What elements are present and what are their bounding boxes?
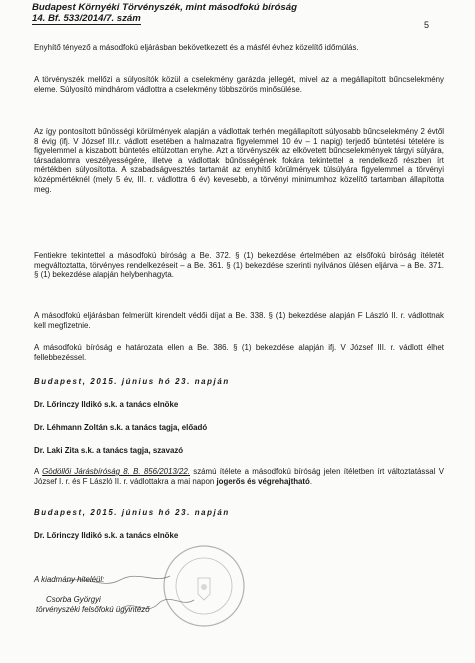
date-rest: , 2015. június hó 23. napján <box>82 377 230 386</box>
date-line <box>34 377 444 387</box>
final-bold: jogerős és végrehajtható <box>216 476 310 486</box>
certifier-role: törvényszéki felsőfokú ügyintéző <box>36 605 150 614</box>
paragraph-defense-fee: A másodfokú eljárásban felmerült kirendelt védői díjat a Be. 338. § (1) bekezdése alapján F László II. r. vádlottnak kell megfizetnie. <box>34 311 444 330</box>
court-name: Budapest Környéki Törvényszék, mint másodfokú bíróság <box>32 2 297 13</box>
certification-block <box>34 575 150 616</box>
final-mid: számú ítélete a másodfokú bíróság jelen ítéletben írt változtatással V József I. r. és F László II. r. vádlottakra a mai napon <box>34 467 444 486</box>
paragraph-final-judgment <box>34 467 444 486</box>
paragraph-sentence: Az így pontosított bűnösségi körülmények alapján a vádlottak terhén megállapított súlyosabb bűncselekmény 2 évtől 8 évig (ifj. V József III.r. vádlott esetében a halmazatra figyelemmel 10 év – 1 napig) terjedő büntetési tételére is figyelemmel a kiszabott büntetés eltúlzottan enyhe. Azt a törvényszék az elkövetett bűncselekmények tárgyi súlyára, társadalomra veszélyességére, illetve a vádlottak bűnösségének fokára tekintettel a rendelkező részben írt mértékben súlyosította. A szabadságvesztés tartamát az enyhítő körülmények túlsúlyára figyelemmel a törvényi középmértéknél (mely 5 év, III. r. vádlottra 6 év) kevesebb, a törvényi minimumhoz közelítő tartamban állapította meg. <box>34 127 444 194</box>
date-rest-2: , 2015. június hó 23. napján <box>82 508 230 517</box>
paragraph-aggravating: A törvényszék mellőzi a súlyosítók közül a cselekmény garázda jellegét, mivel az a megállapított bűncselekmény eleme. Súlyosító mindhárom vádlottra a cselekmény többszörös minősülése. <box>34 75 444 94</box>
paragraph-mitigating: Enyhítő tényező a másodfokú eljárásban bekövetkezett és a másfél évhez közelítő időmúlás. <box>34 43 359 52</box>
signature-presiding-judge-2: Dr. Lőrinczy Ildikó s.k. a tanács elnöke <box>34 531 179 540</box>
document-header <box>32 2 297 25</box>
paragraph-appeal: A másodfokú bíróság e határozata ellen a Be. 386. § (1) bekezdése alapján ifj. V József III. r. vádlott élhet fellebbezéssel. <box>34 343 444 362</box>
signature-voting-member: Dr. Laki Zita s.k. a tanács tagja, szavazó <box>34 446 184 455</box>
signature-presiding-judge: Dr. Lőrinczy Ildikó s.k. a tanács elnöke <box>34 400 179 409</box>
lower-court-reference: Gödöllői Járásbíróság 8. B. 856/2013/22. <box>42 467 190 476</box>
page-number: 5 <box>424 20 430 30</box>
date-line-2 <box>34 508 444 518</box>
final-end: . <box>309 476 313 486</box>
paragraph-ruling: Fentiekre tekintettel a másodfokú bíróság a Be. 372. § (1) bekezdése értelmében az elsőfokú bíróság ítéletét megváltoztatta, törvényes rendelkezéseit – a Be. 361. § (1) bekezdése szerinti nyilvános ülésen eljárva – a Be. 371. § (1) bekezdése alapján helybenhagyta. <box>34 251 444 280</box>
certification-title: A kiadmány hiteléül: <box>34 575 105 584</box>
date-city: Budapest <box>34 377 83 386</box>
final-pre: A <box>34 467 43 476</box>
certifier-name: Csorba Györgyi <box>46 594 101 604</box>
signature-rapporteur: Dr. Léhmann Zoltán s.k. a tanács tagja, előadó <box>34 423 208 432</box>
case-number: 14. Bf. 533/2014/7. szám <box>32 13 141 24</box>
date-city-2: Budapest <box>34 508 83 517</box>
